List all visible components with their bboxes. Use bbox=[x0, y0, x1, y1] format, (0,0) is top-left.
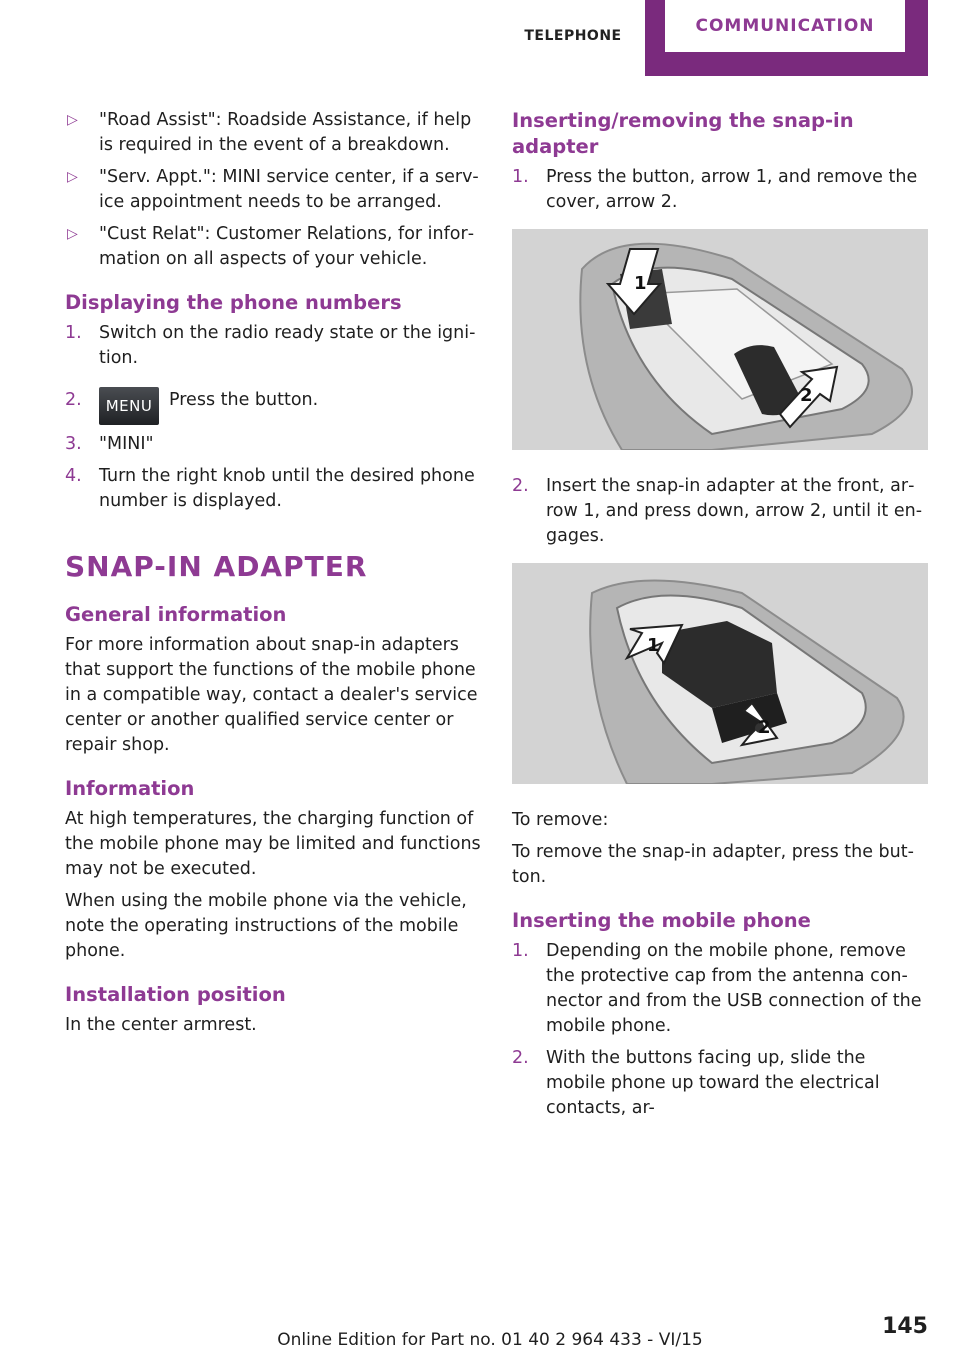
figure2-label-1: 1 bbox=[647, 635, 660, 656]
insert-step-2 bbox=[512, 474, 928, 549]
installation-text: In the center armrest. bbox=[65, 1015, 257, 1035]
remove-text: To remove the snap-in adapter, press the button. bbox=[512, 842, 914, 887]
armrest-cover-illustration bbox=[512, 229, 928, 450]
figure-label-1: 1 bbox=[634, 273, 647, 294]
step-number: 2. bbox=[512, 1048, 529, 1068]
step-number: 1. bbox=[65, 323, 82, 343]
general-information-text: For more information about snap-in adapters that support the functions of the mobile phone in a compatible way, contact a dealer's service center or another qualified service center or repair shop. bbox=[65, 635, 478, 755]
step-number: 2. bbox=[512, 476, 529, 496]
insert-step-1 bbox=[512, 165, 928, 215]
bullet-cust-relat bbox=[65, 222, 481, 272]
header-chapter-communication: COMMUNICATION bbox=[665, 0, 905, 52]
remove-label: To remove: bbox=[512, 810, 609, 830]
menu-button-icon: MENU bbox=[99, 387, 159, 425]
bullet-text: "Cust Relat": Customer Relations, for information on all aspects of your vehicle. bbox=[99, 224, 475, 269]
header-chapter-tab bbox=[645, 0, 928, 76]
page-number: 145 bbox=[882, 1314, 928, 1339]
bullet-text: "Serv. Appt.": MINI service center, if a service appointment needs to be arranged. bbox=[99, 167, 479, 212]
step-text: Turn the right knob until the desired phone number is displayed. bbox=[99, 466, 475, 511]
triangle-bullet-icon: ▷ bbox=[67, 169, 78, 185]
step-text: Press the button. bbox=[169, 390, 319, 410]
header-section-telephone: TELEPHONE bbox=[524, 28, 622, 44]
step-number: 1. bbox=[512, 167, 529, 187]
step-1 bbox=[65, 321, 481, 371]
armrest-adapter-illustration bbox=[512, 563, 928, 784]
figure-remove-cover bbox=[512, 229, 928, 450]
heading-inserting-removing-adapter: Inserting/removing the snap-in adapter bbox=[512, 109, 854, 158]
heading-displaying-phone-numbers: Displaying the phone numbers bbox=[65, 291, 402, 314]
section-title-snap-in-adapter: SNAP-IN ADAPTER bbox=[65, 550, 368, 583]
step-text: Depending on the mobile phone, remove the protective cap from the antenna connector and from the USB connection of the mobile phone. bbox=[546, 941, 922, 1036]
heading-general-information: General information bbox=[65, 603, 287, 626]
step-4 bbox=[65, 464, 481, 514]
step-3 bbox=[65, 432, 481, 457]
heading-information: Information bbox=[65, 777, 195, 800]
right-column bbox=[512, 108, 928, 1128]
step-number: 1. bbox=[512, 941, 529, 961]
bullet-serv-appt bbox=[65, 165, 481, 215]
footer-edition: Online Edition for Part no. 01 40 2 964 433 - VI/15 bbox=[277, 1330, 703, 1350]
information-text-2: When using the mobile phone via the vehicle, note the operating instructions of the mobile phone. bbox=[65, 891, 467, 961]
step-text: "MINI" bbox=[99, 434, 154, 454]
figure-label-2: 2 bbox=[800, 385, 813, 406]
heading-inserting-mobile-phone: Inserting the mobile phone bbox=[512, 909, 811, 932]
bullet-road-assist bbox=[65, 108, 481, 158]
step-number: 2. bbox=[65, 390, 82, 410]
step-text: Press the button, arrow 1, and remove the cover, arrow 2. bbox=[546, 167, 918, 212]
figure-insert-adapter bbox=[512, 563, 928, 784]
step-text: With the buttons facing up, slide the mobile phone up toward the electrical contacts, ar- bbox=[546, 1048, 880, 1118]
phone-step-2 bbox=[512, 1046, 928, 1121]
triangle-bullet-icon: ▷ bbox=[67, 112, 78, 128]
phone-step-1 bbox=[512, 939, 928, 1039]
left-column bbox=[65, 108, 481, 1045]
step-2 bbox=[65, 381, 481, 425]
step-text: Insert the snap-in adapter at the front, arrow 1, and press down, arrow 2, until it engages. bbox=[546, 476, 923, 546]
triangle-bullet-icon: ▷ bbox=[67, 226, 78, 242]
step-number: 4. bbox=[65, 466, 82, 486]
bullet-text: "Road Assist": Roadside Assistance, if help is required in the event of a breakdown. bbox=[99, 110, 472, 155]
step-text: Switch on the radio ready state or the ignition. bbox=[99, 323, 476, 368]
information-text-1: At high temperatures, the charging function of the mobile phone may be limited and functions may not be executed. bbox=[65, 809, 481, 879]
step-number: 3. bbox=[65, 434, 82, 454]
figure2-label-2: 2 bbox=[758, 717, 771, 738]
heading-installation-position: Installation position bbox=[65, 983, 286, 1006]
